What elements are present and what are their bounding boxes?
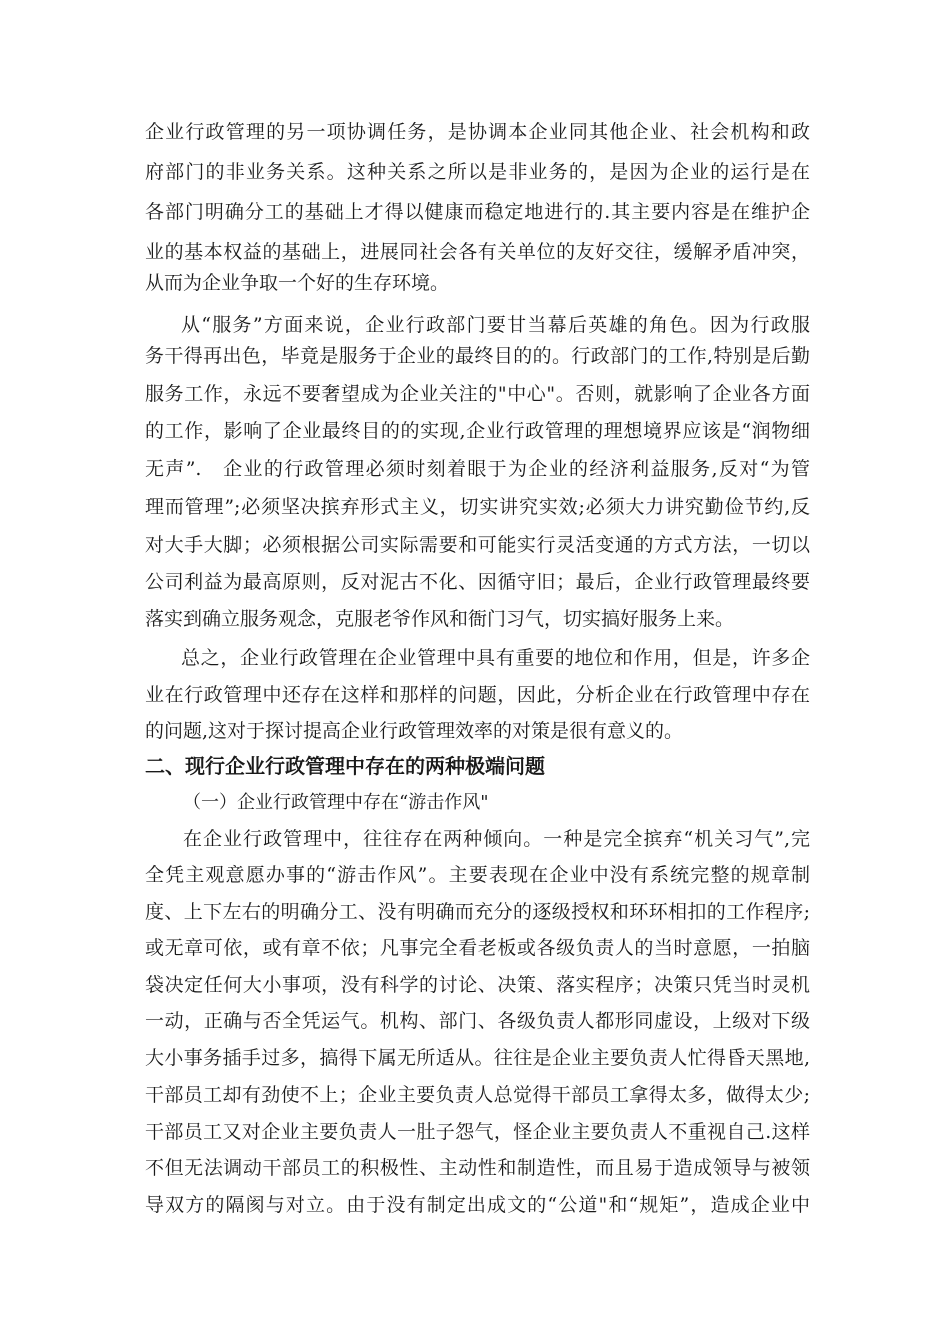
paragraph-1-line-4: 业的基本权益的基础上，进展同社会各有关单位的友好交往，缓解矛盾冲突， xyxy=(145,241,810,263)
paragraph-1-line-1: 企业行政管理的另一项协调任务，是协调本企业同其他企业、社会机构和政 xyxy=(145,121,810,143)
section-paragraph-line-6: 一动，正确与否全凭运气。机构、部门、各级负责人都形同虚设，上级对下级 xyxy=(145,1010,810,1032)
paragraph-2-line-1: 从“服务”方面来说，企业行政部门要甘当幕后英雄的角色。因为行政服 xyxy=(181,314,810,336)
paragraph-2-line-9: 落实到确立服务观念，克服老爷作风和衙门习气，切实搞好服务上来。 xyxy=(145,608,735,630)
paragraph-3-line-3: 的问题,这对于探讨提高企业行政管理效率的对策是很有意义的。 xyxy=(145,720,684,742)
section-paragraph-line-1: 在企业行政管理中，往往存在两种倾向。一种是完全摈弃“机关习气”,完 xyxy=(183,828,810,850)
paragraph-1-line-2: 府部门的非业务关系。这种关系之所以是非业务的，是因为企业的运行是在 xyxy=(145,161,810,183)
section-paragraph-line-4: 或无章可依，或有章不依；凡事完全看老板或各级负责人的当时意愿，一拍脑 xyxy=(145,937,810,959)
section-paragraph-line-9: 干部员工又对企业主要负责人一肚子怨气，怪企业主要负责人不重视自己.这样 xyxy=(145,1121,810,1143)
paragraph-2-line-8: 公司利益为最高原则，反对泥古不化、因循守旧；最后，企业行政管理最终要 xyxy=(145,571,810,593)
paragraph-1-line-3: 各部门明确分工的基础上才得以健康而稳定地进行的.其主要内容是在维护企 xyxy=(145,201,810,223)
paragraph-3-line-2: 业在行政管理中还存在这样和那样的问题，因此，分析企业在行政管理中存在 xyxy=(145,684,810,706)
section-paragraph-line-2: 全凭主观意愿办事的“游击作风”。主要表现在企业中没有系统完整的规章制 xyxy=(145,864,810,886)
paragraph-2-line-2: 务干得再出色，毕竟是服务于企业的最终目的的。行政部门的工作,特别是后勤 xyxy=(145,345,810,367)
section-heading: 二、现行企业行政管理中存在的两种极端问题 xyxy=(145,754,545,778)
section-paragraph-line-3: 度、上下左右的明确分工、没有明确而充分的逐级授权和环环相扣的工作程序; xyxy=(145,901,810,923)
section-paragraph-line-8: 干部员工却有劲使不上；企业主要负责人总觉得干部员工拿得太多，做得太少; xyxy=(145,1084,810,1106)
section-paragraph-line-11: 导双方的隔阂与对立。由于没有制定出成文的“公道"和“规矩”，造成企业中 xyxy=(145,1194,810,1216)
paragraph-2-line-4: 的工作，影响了企业最终目的的实现,企业行政管理的理想境界应该是“润物细 xyxy=(145,420,810,442)
subsection-heading: （一）企业行政管理中存在“游击作风" xyxy=(183,792,489,813)
paragraph-3-line-1: 总之，企业行政管理在企业管理中具有重要的地位和作用，但是，许多企 xyxy=(181,647,810,669)
paragraph-2-line-3: 服务工作，永远不要奢望成为企业关注的"中心"。否则，就影响了企业各方面 xyxy=(145,383,810,405)
section-paragraph-line-10: 不但无法调动干部员工的积极性、主动性和制造性，而且易于造成领导与被领 xyxy=(145,1157,810,1179)
paragraph-2-line-6: 理而管理”;必须坚决摈弃形式主义，切实讲究实效;必须大力讲究勤俭节约,反 xyxy=(145,496,810,518)
section-paragraph-line-7: 大小事务插手过多，搞得下属无所适从。往往是企业主要负责人忙得昏天黑地, xyxy=(145,1047,810,1069)
section-paragraph-line-5: 袋决定任何大小事项，没有科学的讨论、决策、落实程序；决策只凭当时灵机 xyxy=(145,974,810,996)
paragraph-2-line-5: 无声”. 企业的行政管理必须时刻着眼于为企业的经济利益服务,反对“为管 xyxy=(145,458,810,480)
paragraph-1-line-5: 从而为企业争取一个好的生存环境。 xyxy=(145,272,450,294)
paragraph-2-line-7: 对大手大脚；必须根据公司实际需要和可能实行灵活变通的方式方法，一切以 xyxy=(145,534,810,556)
